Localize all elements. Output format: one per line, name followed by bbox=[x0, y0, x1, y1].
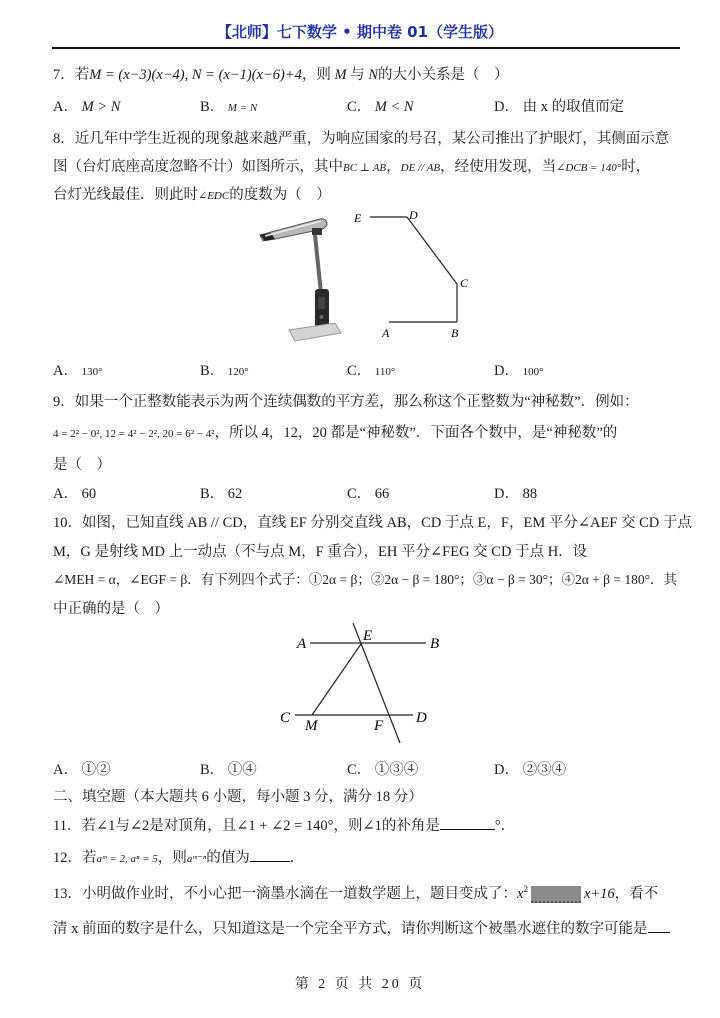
question-10-option-b: B． ①④ bbox=[200, 762, 257, 778]
answer-blank[interactable] bbox=[440, 816, 495, 830]
question-9-line-1: 9．如果一个正整数能表示为两个连续偶数的平方差，那么称这个正整数为“神秘数”．例如： bbox=[53, 394, 639, 410]
label-b: B bbox=[451, 326, 459, 340]
label-e: E bbox=[363, 628, 373, 644]
desk-lamp-photo bbox=[255, 205, 345, 345]
question-7-option-b: B． M = N bbox=[200, 99, 258, 115]
answer-blank[interactable] bbox=[250, 848, 290, 862]
formula: M = (x−3)(x−4), N = (x−1)(x−6)+4 bbox=[89, 67, 302, 83]
question-8-option-c: C． 110° bbox=[347, 363, 396, 379]
label-d: D bbox=[409, 208, 418, 222]
text: 与 bbox=[350, 67, 365, 83]
question-9-option-c: C． 66 bbox=[347, 486, 390, 502]
label-b: B bbox=[430, 636, 440, 652]
section-2-title: 二、填空题（本大题共 6 小题，每小题 3 分，满分 18 分） bbox=[53, 789, 423, 805]
header-divider bbox=[52, 47, 680, 49]
question-10-line-4: 中正确的是（ ） bbox=[53, 601, 169, 617]
question-9-line-3: 是（ ） bbox=[53, 457, 111, 473]
label-e: E bbox=[354, 211, 362, 225]
question-10-line-1: 10．如图，已知直线 AB // CD，直线 EF 分别交直线 AB，CD 于点 E，F，EM 平分∠AEF 交 CD 于点 bbox=[53, 515, 692, 531]
question-9-option-b: B． 62 bbox=[200, 486, 243, 502]
question-10-option-d: D． ②③④ bbox=[494, 762, 567, 778]
question-8-line-1: 8．近几年中学生近视的现象越来越严重，为响应国家的号召，某公司推出了护眼灯，其侧面示意 bbox=[53, 131, 670, 147]
question-8-option-b: B． 120° bbox=[200, 363, 249, 379]
label-c: C bbox=[460, 276, 469, 290]
question-10-option-a: A． ①② bbox=[53, 762, 111, 778]
question-7-stem bbox=[53, 63, 509, 84]
question-10-line-3: ∠MEH = α，∠EGF = β．有下列四个式子：①2α = β；②2α − β = 180°；③α − β = 30°；④2α + β = 180°．其 bbox=[53, 572, 678, 587]
question-12: 12．若aᵐ = 2, aⁿ = 5，则aᵐ⁻ⁿ的值为 ． bbox=[53, 850, 305, 866]
question-8-line-3: 台灯光线最佳．则此时∠EDC的度数为（ ） bbox=[53, 187, 331, 203]
question-11: 11．若∠1与∠2是对顶角，且∠1 + ∠2 = 140°，则∠1的补角是 °． bbox=[53, 818, 516, 834]
text: 若 bbox=[74, 67, 90, 83]
lamp-geometry-diagram bbox=[350, 205, 480, 345]
question-9-option-a: A． 60 bbox=[53, 486, 97, 502]
text: 的大小关系是（ ） bbox=[378, 67, 509, 83]
question-13-line-1: 13．小明做作业时，不小心把一滴墨水滴在一道数学题上，题目变成了：$x^2$ x+16，看不 bbox=[53, 884, 659, 902]
question-13-line-2: 清 x 前面的数字是什么，只知道这是一个完全平方式，请你判断这个被墨水遮住的数字可能是 bbox=[53, 917, 670, 938]
answer-blank[interactable] bbox=[648, 919, 670, 933]
label-m: M bbox=[305, 718, 318, 734]
question-7-option-a: A． M > N bbox=[53, 99, 121, 115]
question-9-option-d: D． 88 bbox=[494, 486, 538, 502]
page-number: 第 2 页 共 20 页 bbox=[294, 977, 426, 992]
question-8-line-2: 图（台灯底座高度忽略不计）如图所示，其中BC ⊥ AB，DE // AB，经使用发现，当∠DCB = 140°时， bbox=[53, 159, 651, 175]
var: M bbox=[334, 67, 347, 83]
question-number: 7． bbox=[53, 67, 75, 83]
question-8-option-a: A． 130° bbox=[53, 363, 103, 379]
question-9-line-2: 4 = 2² − 0², 12 = 4² − 2², 20 = 6² − 4²，所以 4，12，20 都是“神秘数”．下面各个数中，是“神秘数”的 bbox=[53, 425, 618, 441]
ink-blot bbox=[531, 886, 581, 903]
question-7-option-d: D． 由 x 的取值而定 bbox=[494, 99, 625, 115]
question-10-option-c: C． ①③④ bbox=[347, 762, 419, 778]
document-header-title: 【北师】七下数学 • 期中卷 01（学生版） bbox=[216, 23, 504, 41]
label-f: F bbox=[374, 718, 384, 734]
label-d: D bbox=[416, 710, 427, 726]
question-10-line-2: M，G 是射线 MD 上一动点（不与点 M，F 重合），EH 平分∠FEG 交 CD 于点 H．设 bbox=[53, 544, 588, 560]
parallel-lines-diagram bbox=[270, 615, 450, 750]
var: N bbox=[368, 67, 379, 83]
question-8-option-d: D． 100° bbox=[494, 363, 544, 379]
label-c: C bbox=[280, 710, 291, 726]
label-a: A bbox=[297, 636, 307, 652]
question-7-option-c: C． M < N bbox=[347, 99, 414, 115]
text: ，则 bbox=[301, 67, 331, 83]
label-a: A bbox=[382, 326, 390, 340]
